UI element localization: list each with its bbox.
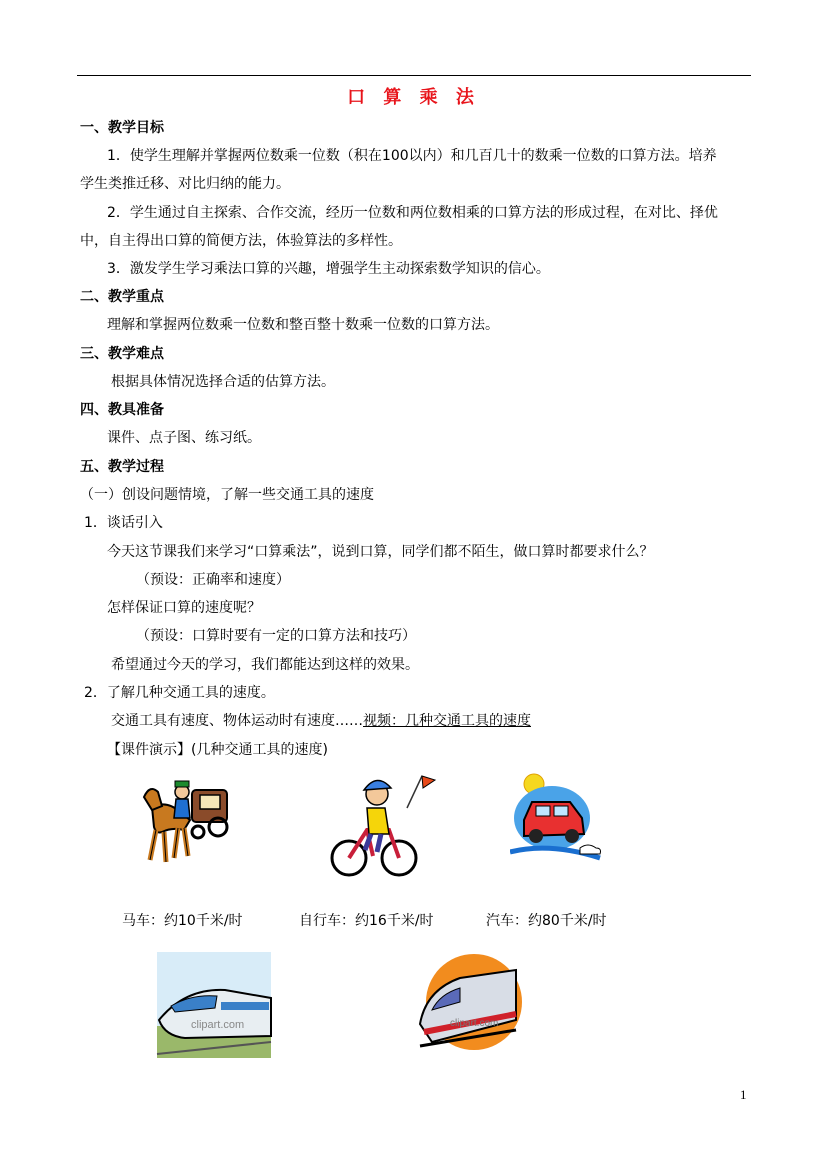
goal-3: 3．激发学生学习乘法口算的兴趣，增强学生主动探索数学知识的信心。 [107, 261, 550, 277]
watermark-train-1: clipart.com [191, 1019, 245, 1031]
process-p7: 【课件演示】(几种交通工具的速度) [107, 742, 328, 758]
caption-car: 汽车：约80千米/时 [486, 913, 607, 929]
caption-carriage: 马车：约10千米/时 [122, 913, 243, 929]
section-heading-goals: 一、教学目标 [80, 120, 164, 136]
process-item-1: 1．谈话引入 [84, 515, 163, 531]
section-heading-process: 五、教学过程 [80, 459, 164, 475]
process-p5: 希望通过今天的学习，我们都能达到这样的效果。 [111, 657, 419, 673]
key-point-text: 理解和掌握两位数乘一位数和整百整十数乘一位数的口算方法。 [107, 317, 499, 333]
process-p1: 今天这节课我们来学习“口算乘法”，说到口算，同学们都不陌生，做口算时都要求什么？ [107, 544, 654, 560]
goal-2-line-2: 中，自主得出口算的简便方法，体验算法的多样性。 [80, 233, 402, 249]
watermark-train-2: clipart.com [450, 1018, 499, 1029]
video-link[interactable]: 视频：几种交通工具的速度 [363, 713, 531, 729]
section-heading-difficulty: 三、教学难点 [80, 346, 164, 362]
process-part-1: （一）创设问题情境，了解一些交通工具的速度 [80, 487, 374, 503]
process-p3: 怎样保证口算的速度呢？ [107, 600, 261, 616]
section-heading-materials: 四、教具准备 [80, 402, 164, 418]
process-p2: （预设：正确率和速度） [136, 572, 290, 588]
process-p6 [111, 711, 531, 731]
materials-text: 课件、点子图、练习纸。 [107, 430, 261, 446]
goal-1-line-1: 1．使学生理解并掌握两位数乘一位数（积在100以内）和几百几十的数乘一位数的口算方法。培养 [107, 148, 717, 164]
page-title: 口 算 乘 法 [347, 87, 480, 108]
page-number: 1 [740, 1087, 747, 1102]
bullet-train-image [155, 950, 273, 1060]
goal-1-line-2: 学生类推迁移、对比归纳的能力。 [80, 176, 290, 192]
process-p4: （预设：口算时要有一定的口算方法和技巧） [136, 628, 416, 644]
process-p6-text: 交通工具有速度、物体运动时有速度…… [111, 713, 363, 729]
goal-2-line-1: 2．学生通过自主探索、合作交流，经历一位数和两位数相乘的口算方法的形成过程，在对比、择优 [107, 205, 718, 221]
car-image [510, 772, 605, 882]
horse-carriage-image [132, 772, 237, 887]
bicycle-image [327, 768, 442, 883]
process-item-2: 2．了解几种交通工具的速度。 [84, 685, 275, 701]
difficulty-text: 根据具体情况选择合适的估算方法。 [111, 374, 335, 390]
section-heading-key-point: 二、教学重点 [80, 289, 164, 305]
caption-bicycle: 自行车：约16千米/时 [299, 913, 434, 929]
header-rule [77, 75, 751, 76]
express-train-image [412, 950, 524, 1060]
